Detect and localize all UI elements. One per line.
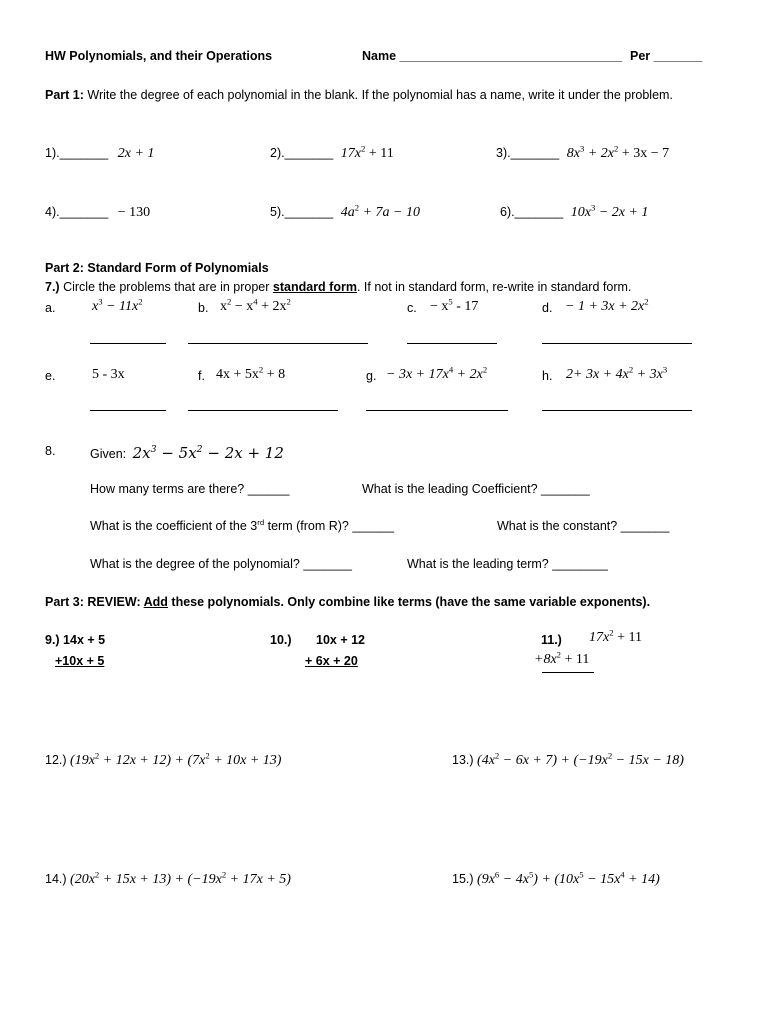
answer-line-g[interactable]: [366, 410, 508, 411]
term: − 1 + 3x + 2x: [565, 299, 645, 314]
exponent: 2: [644, 296, 649, 307]
item-g-expression[interactable]: [386, 364, 488, 383]
problem-label: 13.): [452, 753, 474, 767]
answer-blank[interactable]: 2)._______: [270, 146, 334, 160]
term: + 2x: [453, 367, 483, 382]
worksheet-title: HW Polynomials, and their Operations: [45, 49, 273, 63]
item-b-letter: b.: [198, 301, 209, 315]
exponent: 2: [227, 296, 232, 307]
problem-11-bottom: [534, 649, 590, 668]
answer-line-f[interactable]: [188, 410, 338, 411]
term: + 11: [613, 630, 642, 645]
exponent: 2: [613, 143, 619, 154]
item-f-expression[interactable]: [216, 364, 286, 383]
exponent: 2: [258, 364, 264, 375]
exponent: 3: [579, 143, 585, 154]
answer-blank[interactable]: 6)._______: [500, 205, 564, 219]
item-e-letter: e.: [45, 369, 56, 383]
problem-9-bottom: +10x + 5: [55, 654, 105, 668]
item-f-letter: f.: [198, 369, 205, 383]
answer-line-b[interactable]: [188, 343, 368, 344]
answer-line-d[interactable]: [542, 343, 692, 344]
item-g-letter: g.: [366, 369, 377, 383]
question-text: What is the coefficient of the 3: [90, 519, 258, 533]
item-c-letter: c.: [407, 301, 417, 315]
exponent: 4: [253, 296, 258, 307]
problem-1: [45, 146, 154, 162]
q8-expression: [133, 444, 284, 462]
problem-14: [45, 869, 291, 888]
polynomial: [340, 202, 420, 220]
term: − 2x + 12: [202, 444, 284, 462]
q8-given: [90, 444, 284, 462]
item-d-letter: d.: [542, 301, 553, 315]
answer-blank[interactable]: 4)._______: [45, 205, 109, 219]
problem-3: [496, 143, 670, 162]
exponent: 2: [196, 444, 203, 455]
term: 2x: [132, 444, 151, 462]
term: x: [220, 299, 227, 314]
problem-5: [270, 202, 420, 221]
name-field[interactable]: Name ________________________________: [362, 49, 622, 63]
term: + 3x − 7: [618, 146, 670, 161]
answer-blank[interactable]: 5)._______: [270, 205, 334, 219]
term: + 7a − 10: [359, 205, 420, 220]
item-b-expression[interactable]: [220, 296, 291, 315]
q8-leading-term-question[interactable]: What is the leading term? ________: [407, 557, 608, 571]
item-c-expression[interactable]: [430, 296, 479, 315]
term: − x: [231, 299, 254, 314]
item-e-expression[interactable]: 5 - 3x: [92, 367, 125, 382]
polynomial: [566, 143, 670, 161]
answer-line-e[interactable]: [90, 410, 166, 411]
term: − 2x + 1: [595, 205, 649, 220]
problem-4: [45, 205, 150, 221]
term: + 2x: [257, 299, 287, 314]
q7-text-emphasis: standard form: [272, 280, 357, 294]
problem-15: [452, 869, 660, 888]
sum-line: [542, 672, 594, 673]
polynomial: − 130: [117, 205, 151, 220]
exponent: 2: [556, 649, 562, 660]
term: 17x: [589, 630, 610, 645]
exponent: 3: [662, 364, 668, 375]
term: − x: [430, 299, 449, 314]
part1-instructions: [45, 86, 715, 105]
exponent: 2: [482, 364, 488, 375]
part3-heading: [45, 595, 650, 609]
term: - 17: [452, 299, 479, 314]
polynomial: [340, 143, 394, 161]
term: + 11: [365, 146, 394, 161]
exponent: 2: [628, 364, 634, 375]
problem-9-top: 9.) 14x + 5: [45, 633, 106, 647]
heading-emphasis: Add: [143, 595, 168, 609]
problem-11-label: 11.): [541, 633, 562, 647]
item-h-expression[interactable]: [566, 364, 668, 383]
exponent: 2: [360, 143, 366, 154]
term: 4a: [340, 205, 355, 220]
problem-12: [45, 750, 282, 769]
exponent: 3: [98, 296, 103, 307]
term: 2+ 3x + 4x: [566, 367, 629, 382]
term: − 11x: [102, 299, 139, 314]
exponent: 5: [448, 296, 453, 307]
polynomial: 2x + 1: [117, 146, 155, 161]
problem-10-top: 10x + 12: [316, 633, 366, 647]
part2-heading: Part 2: Standard Form of Polynomials: [45, 261, 269, 275]
term: − 3x + 17x: [386, 367, 449, 382]
q8-number: 8.: [45, 444, 56, 458]
term: − 5x: [156, 444, 197, 462]
problem-label: 12.): [45, 753, 67, 767]
item-h-letter: h.: [542, 369, 553, 383]
problem-10-label: 10.): [270, 633, 292, 647]
period-field[interactable]: Per _______: [630, 49, 703, 63]
problem-13: [452, 750, 684, 769]
q7-label: 7.): [45, 280, 60, 294]
exponent: 2: [286, 296, 291, 307]
exponent: 2: [609, 627, 614, 638]
term: +8x: [534, 652, 557, 667]
given-label: Given:: [90, 447, 127, 461]
problem-11-top: [589, 627, 642, 646]
answer-blank[interactable]: 1)._______: [45, 146, 109, 160]
polynomial: [570, 202, 649, 220]
heading-text: these polynomials. Only combine like terms (have the same variable exponents).: [167, 595, 651, 609]
term: + 11: [561, 652, 590, 667]
q7-text: . If not in standard form, re-write in standard form.: [356, 280, 632, 294]
term: 8x: [566, 146, 580, 161]
term: + 3x: [633, 367, 663, 382]
answer-line-a[interactable]: [90, 343, 166, 344]
answer-line-c[interactable]: [407, 343, 497, 344]
answer-blank[interactable]: 3)._______: [496, 146, 560, 160]
answer-line-h[interactable]: [542, 410, 692, 411]
q8-leading-coefficient-question[interactable]: What is the leading Coefficient? _______: [362, 482, 590, 496]
q8-terms-question[interactable]: How many terms are there? ______: [90, 482, 290, 496]
problem-10-bottom: + 6x + 20: [305, 654, 358, 668]
term: 17x: [340, 146, 361, 161]
q7-text: Circle the problems that are in proper: [63, 280, 273, 294]
item-a-letter: a.: [45, 301, 56, 315]
q7-instructions: [45, 280, 631, 294]
problem-2: [270, 143, 394, 162]
exponent: 3: [590, 202, 596, 213]
ordinal-suffix: rd: [257, 517, 265, 527]
problem-12-expression: $(19x^2 + 12x + 12) + (7x^2 + 10x + 13)$: [70, 750, 282, 768]
problem-14-expression: $(20x^2 + 15x + 13) + (-19x^2 + 17x + 5)$: [70, 869, 291, 887]
part1-instructions-text: Write the degree of each polynomial in the blank. If the polynomial has a name, write it under the problem.: [87, 88, 673, 102]
heading-text: Part 3: REVIEW:: [45, 595, 144, 609]
term: + 2x: [584, 146, 614, 161]
problem-15-expression: $(9x^6 - 4x^5) + (10x^5 - 15x^4 + 14)$: [477, 869, 660, 887]
q8-degree-question[interactable]: What is the degree of the polynomial? _______: [90, 557, 352, 571]
problem-13-expression: $(4x^2 - 6x + 7) + (-19x^2 - 15x - 18)$: [477, 750, 684, 768]
problem-label: 14.): [45, 872, 67, 886]
item-a-expression[interactable]: [92, 296, 143, 315]
problem-6: [500, 202, 649, 221]
term: + 8: [263, 367, 286, 382]
q8-third-term-coefficient-question[interactable]: [90, 519, 394, 533]
part1-heading: Part 1:: [45, 88, 84, 102]
q8-constant-question[interactable]: What is the constant? _______: [497, 519, 670, 533]
question-text: term (from R)? ______: [264, 519, 395, 533]
exponent: 3: [150, 444, 157, 455]
exponent: 2: [354, 202, 360, 213]
exponent: 2: [138, 296, 143, 307]
exponent: 4: [448, 364, 454, 375]
term: x: [92, 299, 99, 314]
term: 4x + 5x: [216, 367, 259, 382]
problem-label: 15.): [452, 872, 474, 886]
term: 10x: [570, 205, 591, 220]
item-d-expression[interactable]: [565, 296, 649, 315]
